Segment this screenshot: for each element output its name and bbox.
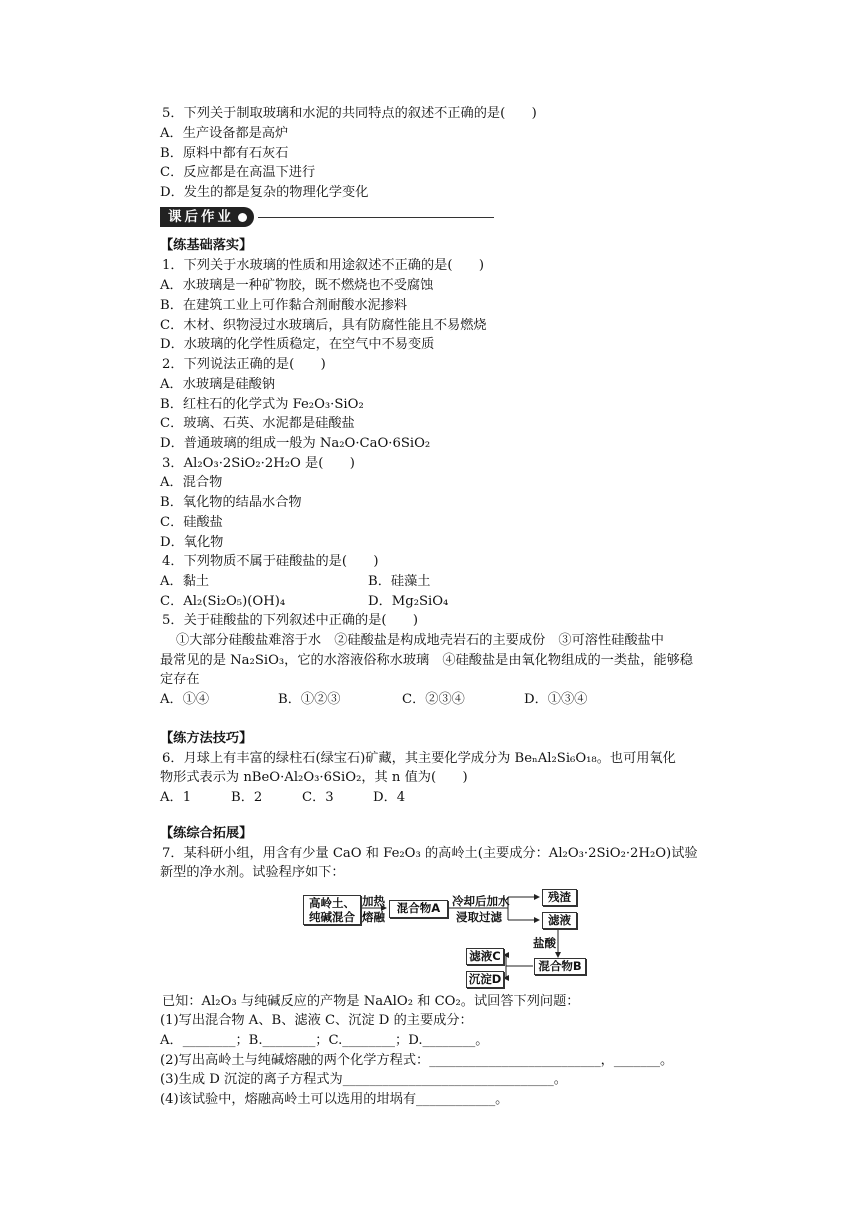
question-6-line1: 6．月球上有丰富的绿柱石(绿宝石)矿藏，其主要化学成分为 BeₙAl₂Si₆O₁₈。也可用氧化 bbox=[162, 751, 676, 766]
box-mixture-a: 混合物A bbox=[389, 900, 448, 918]
q5-option-a: A．①④ bbox=[160, 692, 210, 707]
q1-option-c: C．木材、织物浸过水玻璃后，具有防腐性能且不易燃烧 bbox=[160, 318, 487, 333]
q2-option-b: B．红柱石的化学式为 Fe₂O₃·SiO₂ bbox=[160, 397, 364, 412]
box-start-line1: 高岭土、 bbox=[309, 896, 355, 910]
box-filtrate-c: 滤液C bbox=[466, 948, 504, 965]
part-4: (4)该试验中，熔融高岭土可以选用的坩埚有____________。 bbox=[160, 1092, 509, 1107]
q4-option-c: C．Al₂(Si₂O₅)(OH)₄ bbox=[160, 594, 286, 609]
part-2: (2)写出高岭土与纯碱熔融的两个化学方程式：__________________________，_______。 bbox=[160, 1053, 674, 1068]
label-leach-filter: 浸取过滤 bbox=[456, 910, 502, 924]
section-header bbox=[160, 207, 494, 227]
label-cool-water: 冷却后加水 bbox=[452, 894, 510, 908]
question-5-prev bbox=[162, 105, 537, 123]
box-kaolin-soda bbox=[303, 895, 361, 925]
box-start-line2: 纯碱混合 bbox=[309, 910, 355, 924]
header-rule bbox=[258, 217, 494, 218]
option-d: D．发生的都是复杂的物理化学变化 bbox=[160, 185, 369, 200]
part-1: (1)写出混合物 A、B、滤液 C、沉淀 D 的主要成分： bbox=[160, 1013, 473, 1028]
homework-label: 课后作业 bbox=[168, 209, 234, 225]
label-hcl: 盐酸 bbox=[533, 936, 556, 950]
homework-tag bbox=[160, 207, 254, 227]
section-title-method: 【练方法技巧】 bbox=[160, 731, 253, 746]
q2-option-c: C．玻璃、石英、水泥都是硅酸盐 bbox=[160, 416, 355, 431]
section-title-basic: 【练基础落实】 bbox=[160, 238, 253, 253]
q2-option-a: A．水玻璃是硅酸钠 bbox=[160, 377, 276, 392]
question-7-line2: 新型的净水剂。试验程序如下： bbox=[160, 865, 345, 880]
box-residue: 残渣 bbox=[542, 889, 577, 906]
q3-option-d: D．氧化物 bbox=[160, 535, 224, 550]
q5-option-c: C．②③④ bbox=[402, 692, 465, 707]
part-3: (3)生成 D 沉淀的离子方程式为________________________________。 bbox=[160, 1072, 567, 1087]
q4-option-a: A．黏土 bbox=[160, 574, 210, 589]
q5-statement-3: 定存在 bbox=[160, 672, 200, 687]
q5-statement-1: ①大部分硅酸盐难溶于水 ②硅酸盐是构成地壳岩石的主要成份 ③可溶性硅酸盐中 bbox=[176, 633, 664, 648]
q6-option-b: B．2 bbox=[231, 790, 263, 805]
known-info: 已知：Al₂O₃ 与纯碱反应的产物是 NaAlO₂ 和 CO₂。试回答下列问题： bbox=[162, 994, 580, 1009]
q5-prev-text: 5．下列关于制取玻璃和水泥的共同特点的叙述不正确的是( ) bbox=[162, 106, 537, 121]
q2-option-d: D．普通玻璃的组成一般为 Na₂O·CaO·6SiO₂ bbox=[160, 436, 431, 451]
question-5: 5．关于硅酸盐的下列叙述中正确的是( ) bbox=[162, 613, 419, 628]
q6-option-c: C．3 bbox=[302, 790, 334, 805]
question-6-line2: 物形式表示为 nBeO·Al₂O₃·6SiO₂，其 n 值为( ) bbox=[160, 770, 468, 785]
box-mixture-b: 混合物B bbox=[534, 958, 586, 975]
q6-option-d: D．4 bbox=[373, 790, 406, 805]
box-precipitate-d: 沉淀D bbox=[466, 971, 504, 988]
question-4: 4．下列物质不属于硅酸盐的是( ) bbox=[162, 554, 379, 569]
q4-option-b: B．硅藻土 bbox=[368, 574, 431, 589]
q1-option-a: A．水玻璃是一种矿物胶，既不燃烧也不受腐蚀 bbox=[160, 278, 434, 293]
box-filtrate: 滤液 bbox=[542, 912, 577, 929]
part-1-answers: A．________；B.________；C.________；D.________。 bbox=[160, 1033, 489, 1048]
dot-icon bbox=[238, 213, 247, 222]
q5-option-d: D．①③④ bbox=[524, 692, 588, 707]
section-title-extend: 【练综合拓展】 bbox=[160, 826, 253, 841]
q5-option-b: B．①②③ bbox=[278, 692, 341, 707]
q3-option-b: B．氧化物的结晶水合物 bbox=[160, 495, 302, 510]
question-7-line1: 7．某科研小组，用含有少量 CaO 和 Fe₂O₃ 的高岭土(主要成分：Al₂O₃·2SiO₂·2H₂O)试验 bbox=[162, 846, 698, 861]
q1-option-b: B．在建筑工业上可作黏合剂耐酸水泥掺料 bbox=[160, 298, 408, 313]
label-heat: 加热 bbox=[362, 894, 385, 908]
q3-option-a: A．混合物 bbox=[160, 475, 223, 490]
label-melt: 熔融 bbox=[362, 910, 385, 924]
option-c: C．反应都是在高温下进行 bbox=[160, 165, 316, 180]
option-a: A．生产设备都是高炉 bbox=[160, 126, 289, 141]
question-2: 2．下列说法正确的是( ) bbox=[162, 357, 326, 372]
q5-statement-2: 最常见的是 Na₂SiO₃，它的水溶液俗称水玻璃 ④硅酸盐是由氧化物组成的一类盐，能够稳 bbox=[160, 653, 693, 668]
question-1: 1．下列关于水玻璃的性质和用途叙述不正确的是( ) bbox=[162, 258, 484, 273]
q1-option-d: D．水玻璃的化学性质稳定，在空气中不易变质 bbox=[160, 337, 435, 352]
question-3: 3．Al₂O₃·2SiO₂·2H₂O 是( ) bbox=[162, 456, 355, 471]
q3-option-c: C．硅酸盐 bbox=[160, 515, 223, 530]
q4-option-d: D．Mg₂SiO₄ bbox=[368, 594, 449, 609]
q6-option-a: A．1 bbox=[160, 790, 192, 805]
option-b: B．原料中都有石灰石 bbox=[160, 146, 289, 161]
